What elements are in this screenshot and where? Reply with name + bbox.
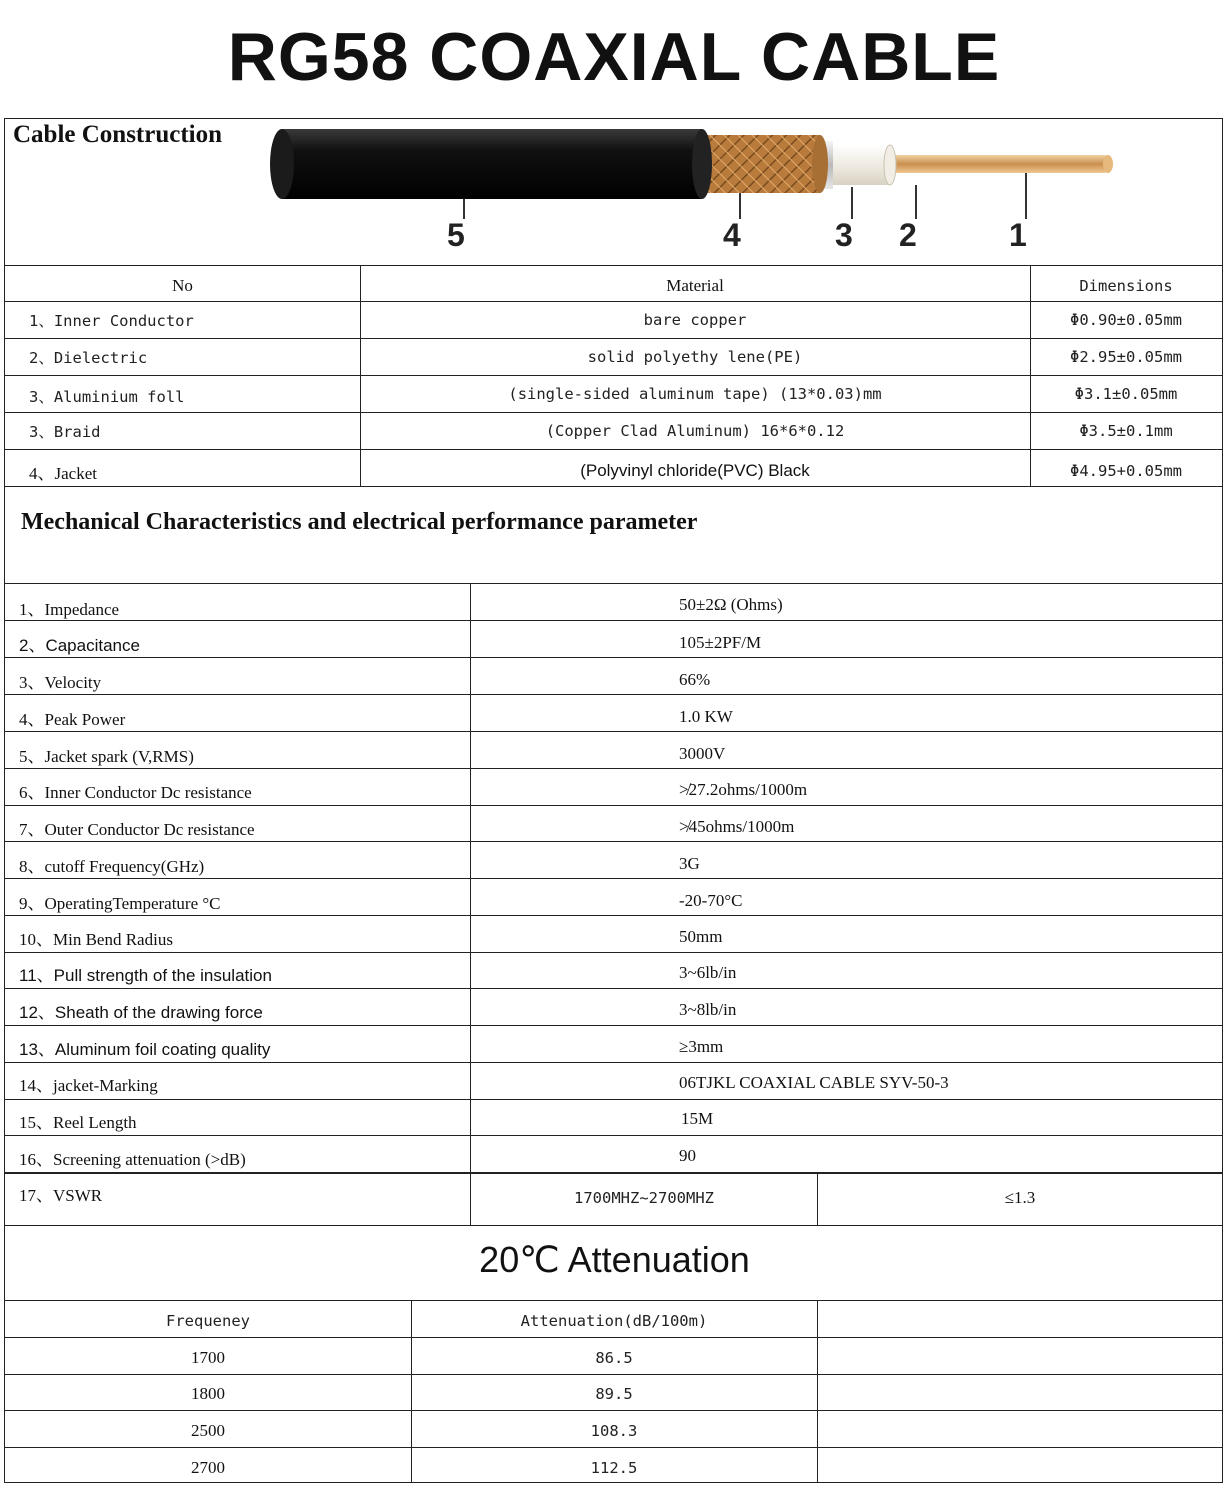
construction-row-material: bare copper (643, 311, 747, 329)
param-name: 2、Capacitance (19, 635, 140, 655)
cable-diagram (260, 123, 1130, 259)
param-name: 5、Jacket spark (V,RMS) (19, 746, 194, 766)
callout-5: 5 (447, 217, 465, 253)
header-blank (817, 1304, 1222, 1338)
callout-4: 4 (723, 217, 741, 253)
param-name: 9、OperatingTemperature °C (19, 893, 221, 913)
attenuation-row-freq: 1700 (191, 1348, 225, 1367)
construction-row-no: 1、Inner Conductor (29, 312, 194, 330)
param-name: 15、Reel Length (19, 1112, 137, 1132)
param-value: ≯45ohms/1000m (679, 817, 795, 836)
header-dimensions: Dimensions (1079, 277, 1173, 295)
attenuation-row-freq: 2700 (191, 1458, 225, 1477)
callout-2: 2 (899, 217, 917, 253)
spec-sheet (4, 118, 1223, 1483)
jacket (282, 129, 702, 199)
construction-row-no: 2、Dielectric (29, 349, 148, 367)
vswr-name: 17、VSWR (19, 1185, 103, 1205)
construction-row-dim: Φ0.90±0.05mm (1070, 311, 1182, 329)
param-value: 3~8lb/in (679, 1000, 737, 1019)
header-frequency: Frequeney (166, 1312, 250, 1330)
param-value: 105±2PF/M (679, 633, 762, 652)
param-name: 13、Aluminum foil coating quality (19, 1039, 271, 1059)
header-no: No (172, 276, 193, 295)
header-attenuation: Attenuation(dB/100m) (520, 1312, 708, 1330)
param-name: 4、Peak Power (19, 709, 126, 729)
attenuation-title: 20℃ Attenuation (479, 1239, 750, 1280)
vswr-value: ≤1.3 (1004, 1188, 1036, 1207)
attenuation-row-value: 112.5 (590, 1459, 638, 1477)
vswr-range: 1700MHZ~2700MHZ (574, 1189, 714, 1207)
param-value: 3000V (679, 744, 726, 763)
callout-1: 1 (1009, 217, 1027, 253)
param-value: 50±2Ω (Ohms) (679, 595, 783, 614)
param-name: 3、Velocity (19, 672, 102, 692)
param-name: 16、Screening attenuation (>dB) (19, 1149, 246, 1169)
param-value: ≥3mm (679, 1037, 724, 1056)
param-value: 66% (679, 670, 711, 689)
param-name: 11、Pull strength of the insulation (19, 965, 272, 985)
construction-row-dim: Φ3.5±0.1mm (1079, 422, 1173, 440)
construction-row-no: 3、Braid (29, 423, 101, 441)
construction-row-material: (Copper Clad Aluminum) 16*6*0.12 (545, 422, 845, 440)
param-name: 14、jacket-Marking (19, 1075, 158, 1095)
attenuation-row-value: 86.5 (595, 1349, 633, 1367)
header-material: Material (666, 276, 724, 295)
param-value: 15M (681, 1109, 714, 1128)
param-value: 90 (679, 1146, 696, 1165)
param-value: 3~6lb/in (679, 963, 737, 982)
param-value: 50mm (679, 927, 723, 946)
inner-conductor (860, 155, 1108, 173)
param-value: 06TJKL COAXIAL CABLE SYV-50-3 (679, 1073, 949, 1092)
construction-row-material: (single-sided aluminum tape) (13*0.03)mm (508, 385, 882, 403)
construction-row-dim: Φ4.95+0.05mm (1070, 462, 1182, 480)
param-name: 6、Inner Conductor Dc resistance (19, 782, 252, 802)
mechanical-section-title: Mechanical Characteristics and electrical performance parameter (21, 509, 698, 535)
construction-row-no: 3、Aluminium foll (29, 388, 185, 406)
param-value: ≯27.2ohms/1000m (679, 780, 808, 799)
attenuation-row-value: 89.5 (595, 1385, 633, 1403)
param-name: 8、cutoff Frequency(GHz) (19, 856, 205, 876)
param-name: 1、Impedance (19, 599, 120, 619)
construction-row-dim: Φ3.1±0.05mm (1074, 385, 1178, 403)
cable-construction-title: Cable Construction (13, 121, 223, 148)
construction-row-no: 4、Jacket (29, 463, 97, 483)
param-name: 12、Sheath of the drawing force (19, 1002, 263, 1022)
callout-3: 3 (835, 217, 853, 253)
attenuation-row-freq: 2500 (191, 1421, 225, 1440)
construction-row-dim: Φ2.95±0.05mm (1070, 348, 1182, 366)
param-name: 10、Min Bend Radius (19, 929, 173, 949)
attenuation-row-value: 108.3 (590, 1422, 638, 1440)
construction-row-material: (Polyvinyl chloride(PVC) Black (580, 461, 810, 480)
param-value: 1.0 KW (679, 707, 733, 726)
param-value: 3G (679, 854, 700, 873)
page-title: RG58 COAXIAL CABLE (227, 19, 1001, 95)
param-name: 7、Outer Conductor Dc resistance (19, 819, 255, 839)
param-value: -20-70°C (679, 891, 743, 910)
attenuation-row-freq: 1800 (191, 1384, 225, 1403)
construction-row-material: solid polyethy lene(PE) (587, 348, 803, 366)
